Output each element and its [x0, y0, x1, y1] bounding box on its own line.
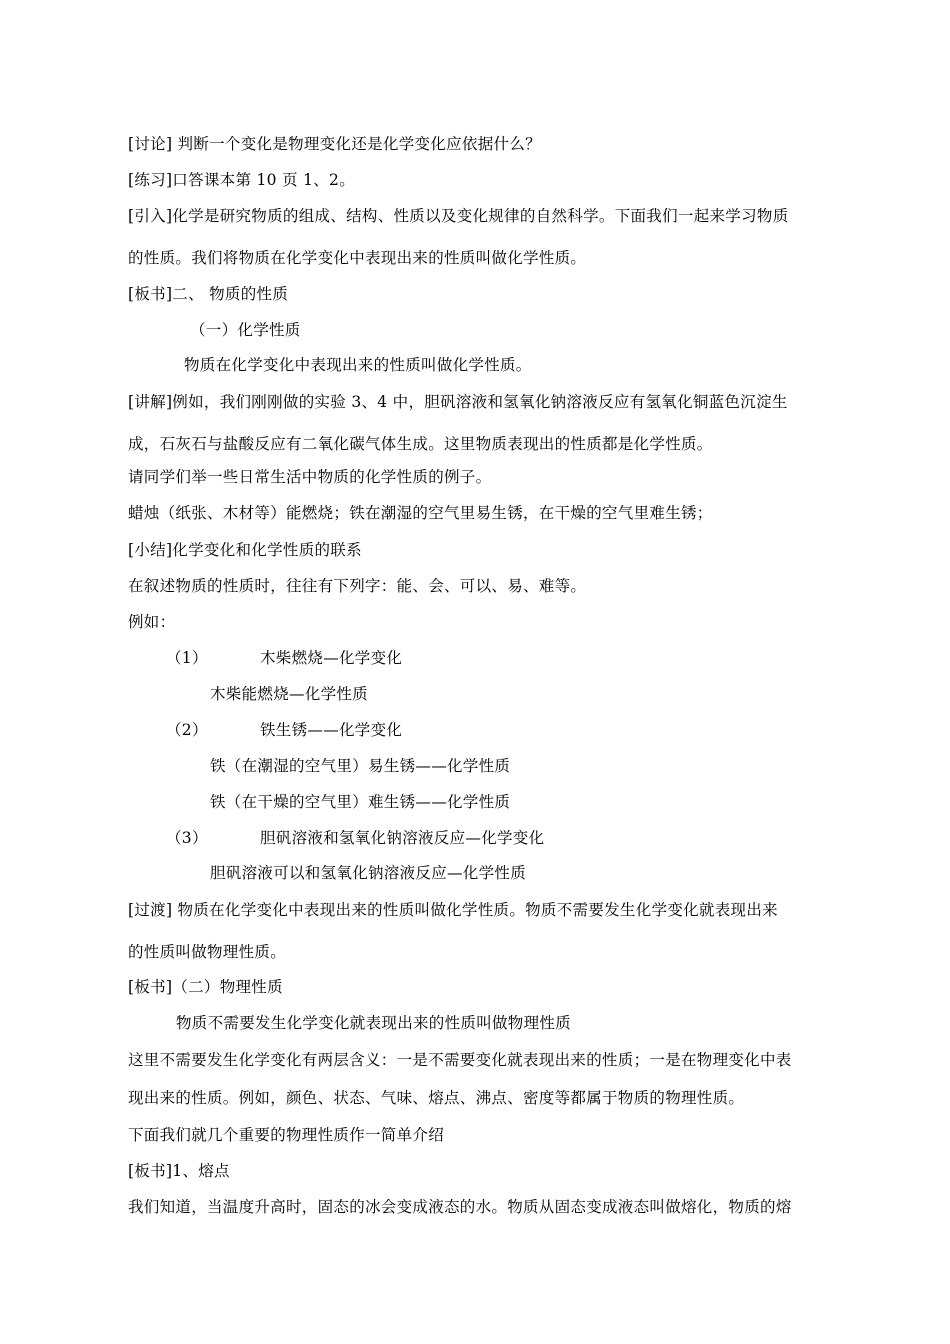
examples-line: 蜡烛（纸张、木材等）能燃烧；铁在潮湿的空气里易生锈，在干燥的空气里难生锈；	[128, 504, 713, 522]
discussion-question: [讨论] 判断一个变化是物理变化还是化学变化应依据什么？	[128, 135, 541, 153]
board-heading-physical: [板书]（二）物理性质	[128, 978, 283, 996]
example-number: （1）	[166, 649, 208, 667]
transition-line-2: 的性质叫做物理性质。	[128, 943, 287, 961]
example-2-change	[166, 720, 402, 740]
intro-line-1: [引入]化学是研究物质的组成、结构、性质以及变化规律的自然科学。下面我们一起来学习物质	[128, 207, 789, 225]
transition-line-1: [过渡] 物质在化学变化中表现出来的性质叫做化学性质。物质不需要发生化学变化就表现出来	[128, 901, 778, 919]
explanation-line-2: 成，石灰石与盐酸反应有二氧化碳气体生成。这里物质表现出的性质都是化学性质。	[128, 435, 713, 453]
example-text: 胆矾溶液和氢氧化钠溶液反应—化学变化	[260, 829, 545, 847]
example-text: 铁生锈——化学变化	[260, 721, 403, 739]
definition-chemical-property: 物质在化学变化中表现出来的性质叫做化学性质。	[184, 356, 532, 374]
summary-heading: [小结]化学变化和化学性质的联系	[128, 541, 362, 559]
example-text: 木柴燃烧—化学变化	[260, 649, 403, 667]
example-3-change	[166, 828, 544, 848]
intro-line-2: 的性质。我们将物质在化学变化中表现出来的性质叫做化学性质。	[128, 249, 587, 267]
example-2-property-humid: 铁（在潮湿的空气里）易生锈——化学性质	[210, 757, 511, 775]
meaning-line-1: 这里不需要发生化学变化有两层含义：一是不需要变化就表现出来的性质；一是在物理变化中表	[128, 1051, 792, 1069]
definition-physical-property: 物质不需要发生化学变化就表现出来的性质叫做物理性质	[176, 1014, 572, 1032]
subheading-chemical-properties: （一）化学性质	[190, 321, 301, 339]
intro-physical-properties: 下面我们就几个重要的物理性质作一简单介绍	[128, 1126, 445, 1144]
prompt-examples: 请同学们举一些日常生活中物质的化学性质的例子。	[128, 468, 492, 486]
board-heading-properties: [板书]二、 物质的性质	[128, 285, 289, 303]
example-2-property-dry: 铁（在干燥的空气里）难生锈——化学性质	[210, 793, 511, 811]
example-1-property: 木柴能燃烧—化学性质	[210, 685, 369, 703]
explanation-line-1: [讲解]例如，我们刚刚做的实验 3、4 中，胆矾溶液和氢氧化钠溶液反应有氢氧化铜蓝色沉淀生	[128, 393, 788, 411]
example-number: （3）	[166, 829, 208, 847]
example-3-property: 胆矾溶液可以和氢氧化钠溶液反应—化学性质	[210, 864, 527, 882]
example-1-change	[166, 648, 402, 668]
summary-keywords: 在叙述物质的性质时，往往有下列字：能、会、可以、易、难等。	[128, 577, 587, 595]
example-number: （2）	[166, 721, 208, 739]
practice-line: [练习]口答课本第 10 页 1、2。	[128, 171, 356, 189]
melting-explanation: 我们知道，当温度升高时，固态的冰会变成液态的水。物质从固态变成液态叫做熔化，物质的熔	[128, 1198, 792, 1216]
board-heading-melting-point: [板书]1、熔点	[128, 1162, 230, 1180]
example-label: 例如：	[128, 613, 176, 631]
meaning-line-2: 现出来的性质。例如，颜色、状态、气味、熔点、沸点、密度等都属于物质的物理性质。	[128, 1089, 745, 1107]
